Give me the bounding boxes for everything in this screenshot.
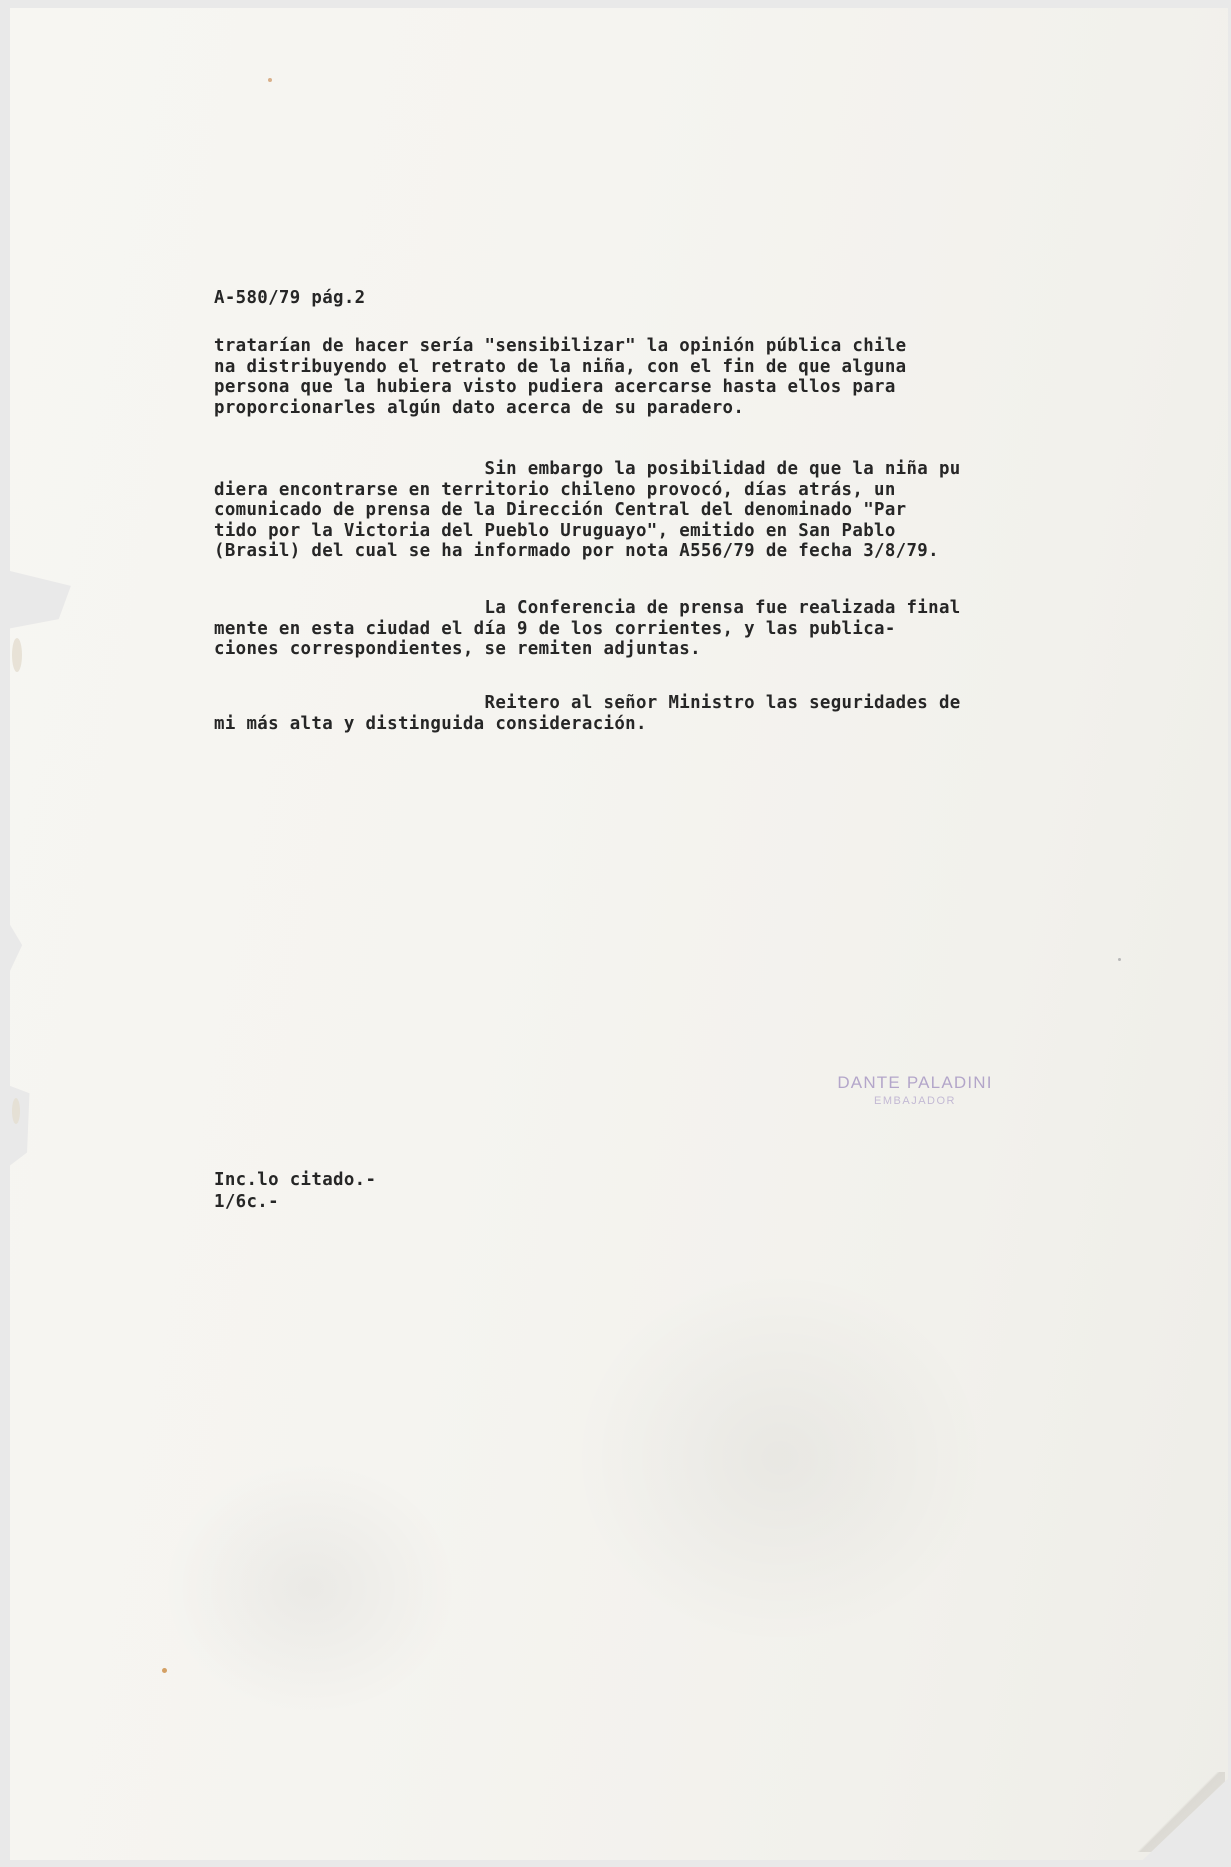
- ambassador-stamp: [800, 1073, 1030, 1107]
- paper-speck: [162, 1668, 167, 1673]
- paragraph-continuation: tratarían de hacer sería "sensibilizar" la opinión pública chile na distribuyendo el retrato de la niña, con el fin de que alguna persona que la hubiera visto pudiera acercarse hasta ellos para proporcionarles algún dato acerca de su paradero.: [214, 336, 907, 418]
- reference-number: A-580/79 pág.2: [214, 288, 366, 308]
- paper-tear: [12, 1098, 20, 1124]
- stamp-title: EMBAJADOR: [874, 1095, 956, 1107]
- document-page: [10, 8, 1228, 1860]
- paragraph-closing: Reitero al señor Ministro las seguridades de mi más alta y distinguida consideración.: [214, 693, 961, 734]
- paper-tear: [12, 638, 22, 672]
- paragraph-press-conference: La Conferencia de prensa fue realizada final mente en esta ciudad el día 9 de los corrientes, y las publica- ciones correspondientes, se remiten adjuntas.: [214, 598, 961, 659]
- stamp-name: DANTE PALADINI: [837, 1073, 993, 1092]
- paper-speck: [1118, 958, 1121, 961]
- paragraph-press-release: Sin embargo la posibilidad de que la niña pu diera encontrarse en territorio chileno provocó, días atrás, un comunicado de prensa de la Dirección Central del denominado "Par tido por la Victoria del Pueblo Uruguayo", emitido en San Pablo (Brasil) del cual se ha informado por nota A556/79 de fecha 3/8/79.: [214, 459, 961, 561]
- paper-stain: [160, 1458, 460, 1718]
- paper-speck: [268, 78, 272, 82]
- folded-corner: [1135, 1772, 1225, 1852]
- paper-stain: [570, 1268, 990, 1648]
- enclosure-note: Inc.lo citado.- 1/6c.-: [214, 1170, 377, 1212]
